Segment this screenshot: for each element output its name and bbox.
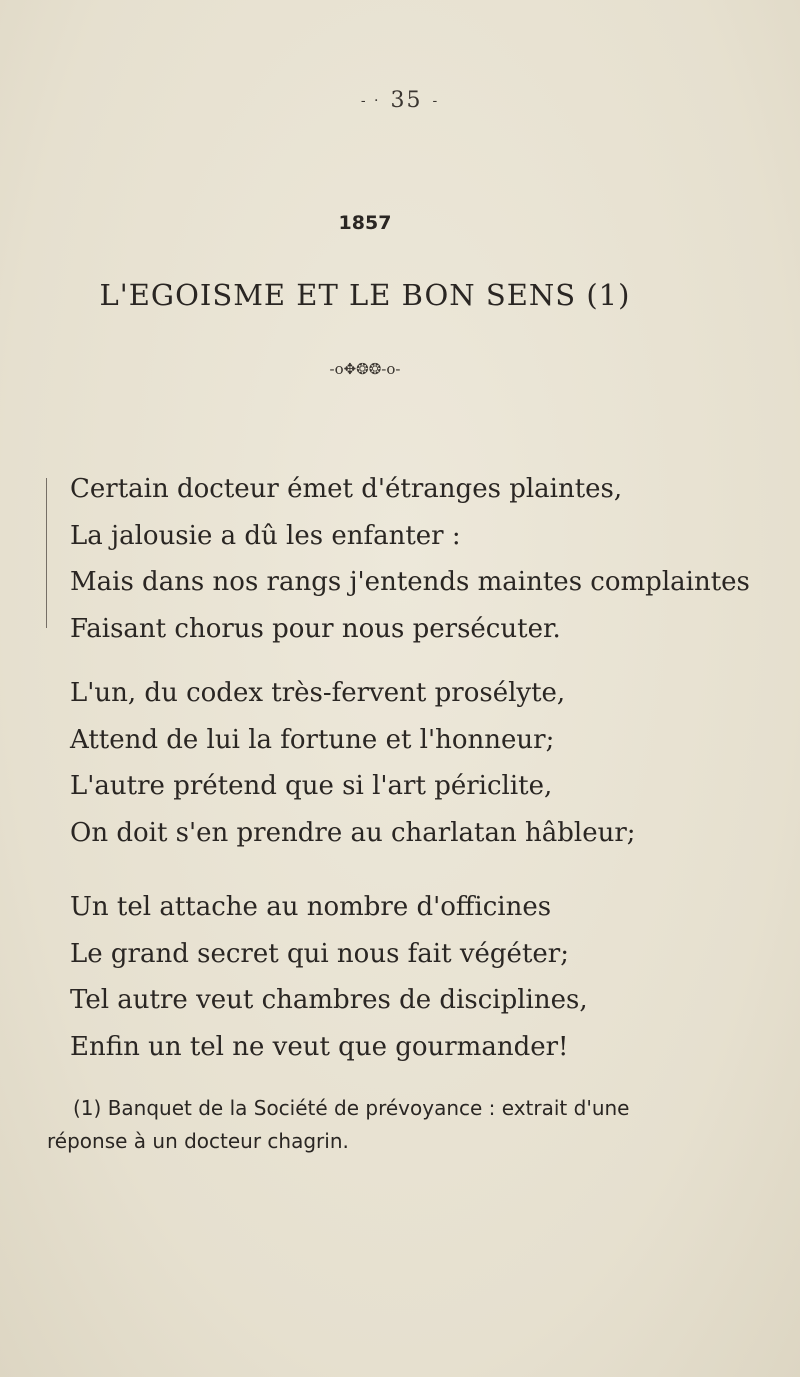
verse-line: Certain docteur émet d'étranges plaintes, (70, 474, 623, 504)
verse-line: La jalousie a dû les enfanter : (70, 520, 461, 551)
verse-line: Enfin un tel ne veut que gourmander! (70, 1031, 569, 1062)
page-number (0, 88, 800, 113)
verse-line: Mais dans nos rangs j'entends maintes complaintes (70, 567, 750, 597)
verse-line: L'autre prétend que si l'art périclite, (70, 771, 553, 801)
poem-title: L'EGOISME ET LE BON SENS (1) (99, 278, 631, 312)
verse-line: Tel autre veut chambres de disciplines, (70, 985, 588, 1015)
stanza-3 (70, 884, 588, 1070)
verse-line: Le grand secret qui nous fait végéter; (70, 938, 569, 969)
page-number-dash-left: - · (360, 93, 381, 109)
page-number-value: 35 (390, 88, 423, 113)
verse-line: Un tel attache au nombre d'officines (70, 892, 552, 922)
verse-line: Attend de lui la fortune et l'honneur; (70, 724, 555, 755)
stanza-1 (70, 466, 750, 652)
page-number-dash-right: - (432, 93, 440, 109)
margin-mark (46, 478, 49, 628)
verse-line: On doit s'en prendre au charlatan hâbleur; (70, 817, 636, 848)
footnote-line: (1) Banquet de la Société de prévoyance : extrait d'une (73, 1096, 630, 1120)
footnote-line: réponse à un docteur chagrin. (47, 1129, 349, 1153)
footnote (47, 1092, 800, 1158)
ornament-divider: -o✥❂❂-o- (329, 360, 401, 378)
poem-year: 1857 (338, 212, 392, 234)
stanza-2 (70, 670, 636, 856)
verse-line: L'un, du codex très-fervent prosélyte, (70, 678, 566, 708)
verse-line: Faisant chorus pour nous persécuter. (70, 613, 561, 644)
